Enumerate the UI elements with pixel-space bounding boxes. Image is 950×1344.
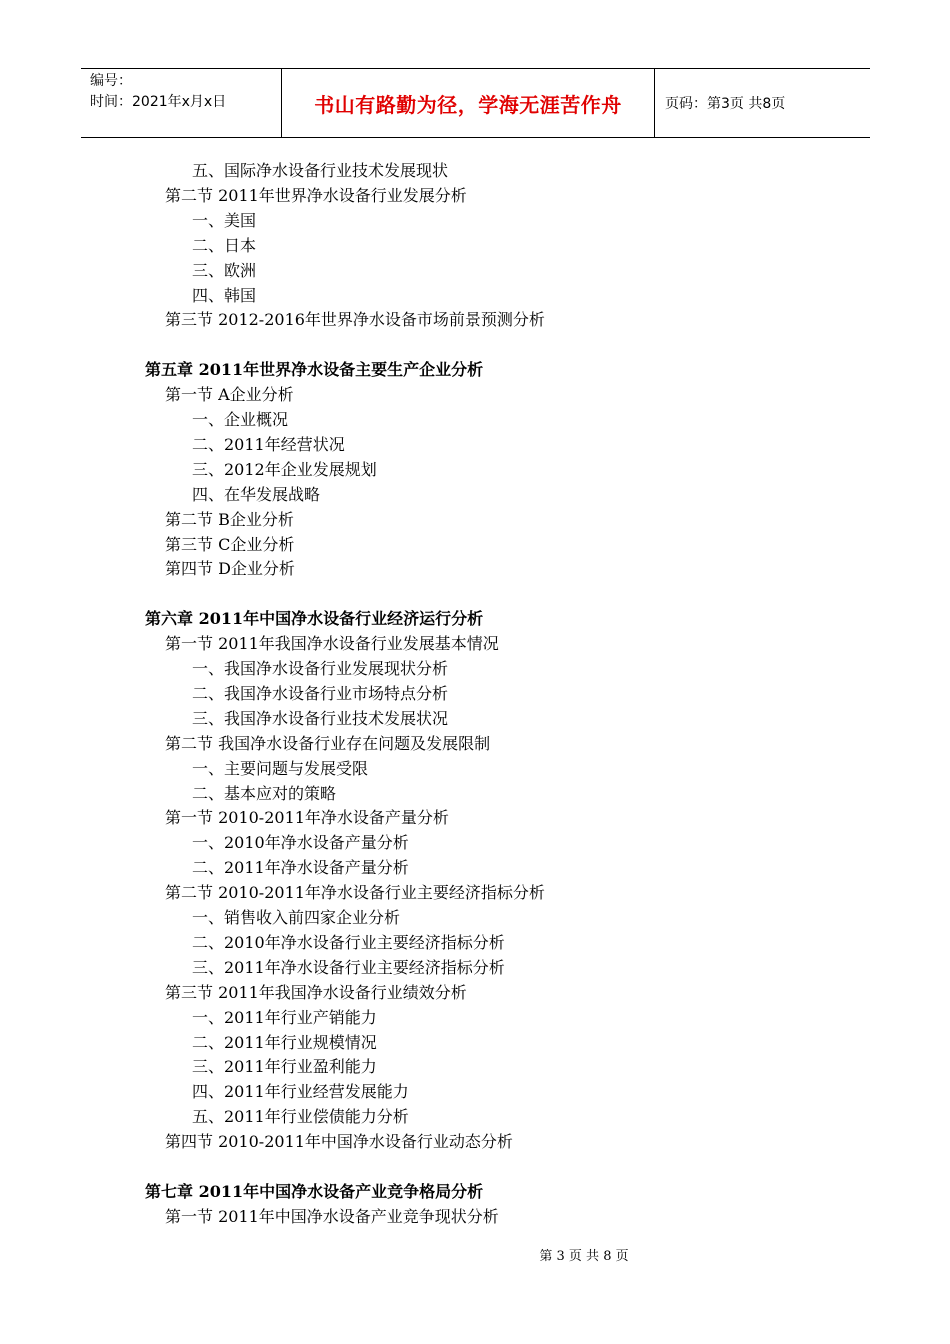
section-entry: 第一节 A企业分析 [165,385,294,405]
header-motto: 书山有路勤为径，学海无涯苦作舟 [282,69,655,137]
subsection-entry: 二、2011年经营状况 [192,434,345,454]
section-entry: 第二节 我国净水设备行业存在问题及发展限制 [165,733,491,753]
section-entry: 第二节 2010-2011年净水设备行业主要经济指标分析 [165,883,545,903]
subsection-entry: 一、2010年净水设备产量分析 [192,833,409,853]
page-footer: 第 3 页 共 8 页 [539,1249,629,1264]
subsection-entry: 四、韩国 [192,285,257,305]
section-entry: 第一节 2010-2011年净水设备产量分析 [165,808,449,828]
document-number-label: 编号： [90,73,132,89]
subsection-entry: 二、2011年行业规模情况 [192,1032,377,1052]
section-entry: 第二节 2011年世界净水设备行业发展分析 [165,185,467,205]
chapter-heading: 第五章 2011年世界净水设备主要生产企业分析 [145,360,484,380]
subsection-entry: 三、我国净水设备行业技术发展状况 [192,708,449,728]
section-entry: 第四节 D企业分析 [165,559,295,579]
chapter-heading: 第六章 2011年中国净水设备行业经济运行分析 [145,609,484,629]
subsection-entry: 一、企业概况 [192,410,289,429]
header-page-number: 页码：第3页 共8页 [665,96,786,112]
page-header [81,68,870,138]
subsection-entry: 五、国际净水设备行业技术发展现状 [192,161,449,180]
section-entry: 第三节 2012-2016年世界净水设备市场前景预测分析 [165,310,545,330]
section-entry: 第三节 C企业分析 [165,534,295,554]
subsection-entry: 三、2012年企业发展规划 [192,459,377,479]
subsection-entry: 一、2011年行业产销能力 [192,1007,377,1027]
section-entry: 第一节 2011年我国净水设备行业发展基本情况 [165,634,499,654]
section-entry: 第四节 2010-2011年中国净水设备行业动态分析 [165,1132,513,1152]
subsection-entry: 四、在华发展战略 [192,484,321,504]
subsection-entry: 三、2011年净水设备行业主要经济指标分析 [192,957,505,977]
subsection-entry: 一、美国 [192,210,257,230]
subsection-entry: 二、基本应对的策略 [192,783,337,803]
subsection-entry: 一、销售收入前四家企业分析 [192,908,401,927]
subsection-entry: 二、日本 [192,235,257,255]
chapter-heading: 第七章 2011年中国净水设备产业竞争格局分析 [145,1181,484,1201]
section-entry: 第一节 2011年中国净水设备产业竞争现状分析 [165,1206,499,1226]
subsection-entry: 一、主要问题与发展受限 [192,758,369,778]
document-time-label: 时间：2021年x月x日 [90,94,227,110]
subsection-entry: 一、我国净水设备行业发展现状分析 [192,659,449,678]
section-entry: 第三节 2011年我国净水设备行业绩效分析 [165,982,467,1002]
section-entry: 第二节 B企业分析 [165,509,294,529]
subsection-entry: 二、2010年净水设备行业主要经济指标分析 [192,932,505,952]
header-meta [81,69,282,137]
subsection-entry: 二、我国净水设备行业市场特点分析 [192,683,449,703]
subsection-entry: 五、2011年行业偿债能力分析 [192,1107,409,1127]
subsection-entry: 三、2011年行业盈利能力 [192,1057,377,1077]
subsection-entry: 二、2011年净水设备产量分析 [192,858,409,878]
subsection-entry: 四、2011年行业经营发展能力 [192,1082,409,1102]
subsection-entry: 三、欧洲 [192,260,257,280]
